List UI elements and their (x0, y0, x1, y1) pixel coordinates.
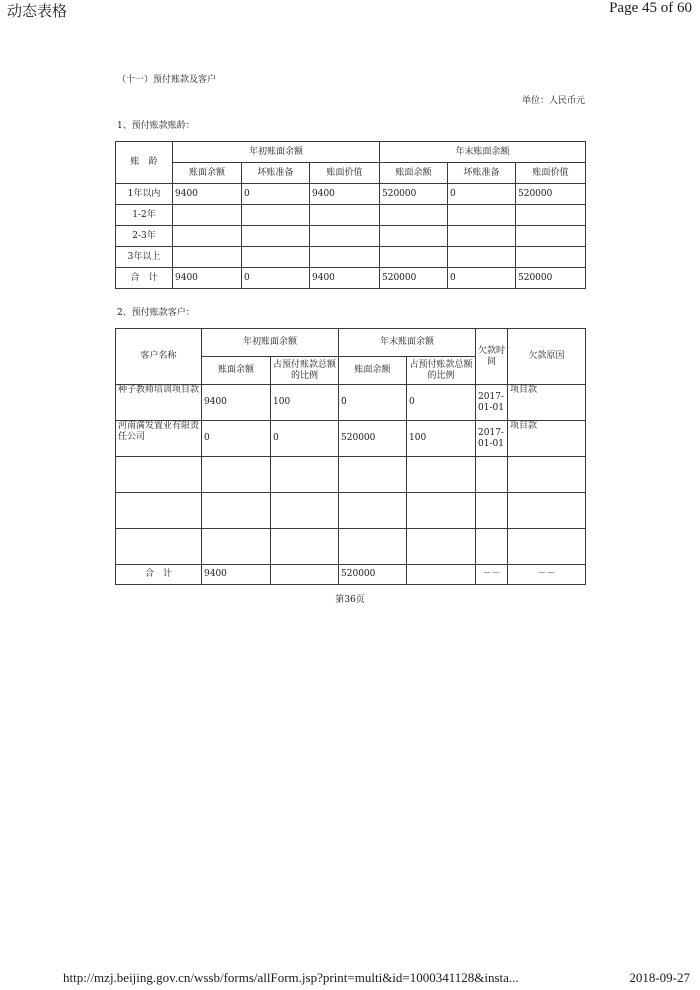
cell (407, 457, 476, 493)
table-row (116, 529, 586, 565)
cell: 0 (448, 184, 516, 205)
cell (476, 529, 508, 565)
total-row (116, 565, 586, 585)
cell (271, 493, 339, 529)
cell (407, 529, 476, 565)
cell (202, 529, 271, 565)
column-header: 坏账准备 (242, 163, 310, 184)
cell (310, 205, 380, 226)
cell (173, 205, 242, 226)
cell (271, 565, 339, 585)
customer-table-title: 2、预付账款客户： (117, 308, 195, 318)
cell: 9400 (173, 184, 242, 205)
cell (310, 247, 380, 268)
cell (242, 226, 310, 247)
cell: 520000 (516, 268, 586, 289)
column-header: 账面价值 (516, 163, 586, 184)
cell: 9400 (310, 184, 380, 205)
overdue-reason: 项目款 (508, 421, 586, 457)
aging-label: 1年以内 (116, 184, 173, 205)
cell (339, 493, 407, 529)
cell (448, 226, 516, 247)
column-header: 占预付账款总额的比例 (271, 357, 339, 385)
column-header: 账面余额 (380, 163, 448, 184)
customer-name: 种子教师培训项目款 (116, 385, 202, 421)
cell (173, 226, 242, 247)
total-label: 合 计 (116, 565, 202, 585)
cell: 9400 (310, 268, 380, 289)
group-begin-header: 年初账面余额 (173, 142, 380, 163)
cell (407, 493, 476, 529)
overdue-date: 2017-01-01 (476, 421, 508, 457)
cell: 520000 (339, 565, 407, 585)
cell: 9400 (173, 268, 242, 289)
aging-table (115, 141, 586, 289)
cell (116, 457, 202, 493)
cell: 520000 (339, 421, 407, 457)
overdue-reason: 项目款 (508, 385, 586, 421)
customer-name-header: 客户名称 (116, 329, 202, 385)
cell: 9400 (202, 385, 271, 421)
column-header: 账面余额 (173, 163, 242, 184)
total-row (116, 268, 586, 289)
cell: 0 (271, 421, 339, 457)
cell: 520000 (380, 184, 448, 205)
aging-label: 1-2年 (116, 205, 173, 226)
cell (508, 493, 586, 529)
footer-url: http://mzj.beijing.gov.cn/wssb/forms/allForm.jsp?print=multi&id=1000341128&insta... (63, 970, 519, 985)
cell: －－ (476, 565, 508, 585)
cell: 520000 (516, 184, 586, 205)
cell: 9400 (202, 565, 271, 585)
cell (202, 457, 271, 493)
cell (516, 226, 586, 247)
cell: 0 (242, 268, 310, 289)
aging-table-title: 1、预付账款账龄： (117, 121, 195, 131)
cell (380, 226, 448, 247)
cell (508, 529, 586, 565)
header-title: 动态表格 (7, 2, 68, 20)
cell (476, 457, 508, 493)
cell: 0 (242, 184, 310, 205)
cell (202, 493, 271, 529)
aging-label: 3年以上 (116, 247, 173, 268)
customer-name: 河南満发置业有限责任公司 (116, 421, 202, 457)
table-row (116, 184, 586, 205)
cell (271, 529, 339, 565)
cell (407, 565, 476, 585)
cell (380, 247, 448, 268)
cell (380, 205, 448, 226)
overdue-date: 2017-01-01 (476, 385, 508, 421)
cell (448, 247, 516, 268)
cell (516, 205, 586, 226)
footer-date: 2018-09-27 (629, 970, 690, 985)
table-row (116, 247, 586, 268)
cell: 100 (271, 385, 339, 421)
section-title: （十一）预付账款及客户 (117, 75, 217, 85)
cell: 0 (202, 421, 271, 457)
cell (116, 529, 202, 565)
customer-table (115, 328, 586, 585)
group-end-header: 年末账面余额 (339, 329, 476, 357)
cell: 0 (407, 385, 476, 421)
column-header: 账面余额 (202, 357, 271, 385)
cell (339, 457, 407, 493)
cell (173, 247, 242, 268)
group-begin-header: 年初账面余额 (202, 329, 339, 357)
cell (476, 493, 508, 529)
cell (310, 226, 380, 247)
aging-header: 账 龄 (116, 142, 173, 184)
cell (516, 247, 586, 268)
table-row (116, 493, 586, 529)
cell (339, 529, 407, 565)
column-header: 坏账准备 (448, 163, 516, 184)
cell: 0 (339, 385, 407, 421)
cell (448, 205, 516, 226)
overdue-reason-header: 欠款原因 (508, 329, 586, 385)
table-row (116, 226, 586, 247)
cell (116, 493, 202, 529)
cell (242, 205, 310, 226)
cell: －－ (508, 565, 586, 585)
aging-label: 2-3年 (116, 226, 173, 247)
column-header: 账面余额 (339, 357, 407, 385)
cell (271, 457, 339, 493)
group-end-header: 年末账面余额 (380, 142, 586, 163)
overdue-time-header: 欠款时间 (476, 329, 508, 385)
table-row (116, 457, 586, 493)
total-label: 合 计 (116, 268, 173, 289)
column-header: 账面价值 (310, 163, 380, 184)
page-indicator: Page 45 of 60 (609, 0, 692, 16)
table-row (116, 421, 586, 457)
cell: 520000 (380, 268, 448, 289)
page-number: 第36页 (335, 595, 365, 605)
cell: 100 (407, 421, 476, 457)
table-row (116, 205, 586, 226)
currency-unit: 单位：人民币元 (521, 96, 585, 106)
cell: 0 (448, 268, 516, 289)
table-row (116, 385, 586, 421)
cell (508, 457, 586, 493)
column-header: 占预付账款总额的比例 (407, 357, 476, 385)
cell (242, 247, 310, 268)
